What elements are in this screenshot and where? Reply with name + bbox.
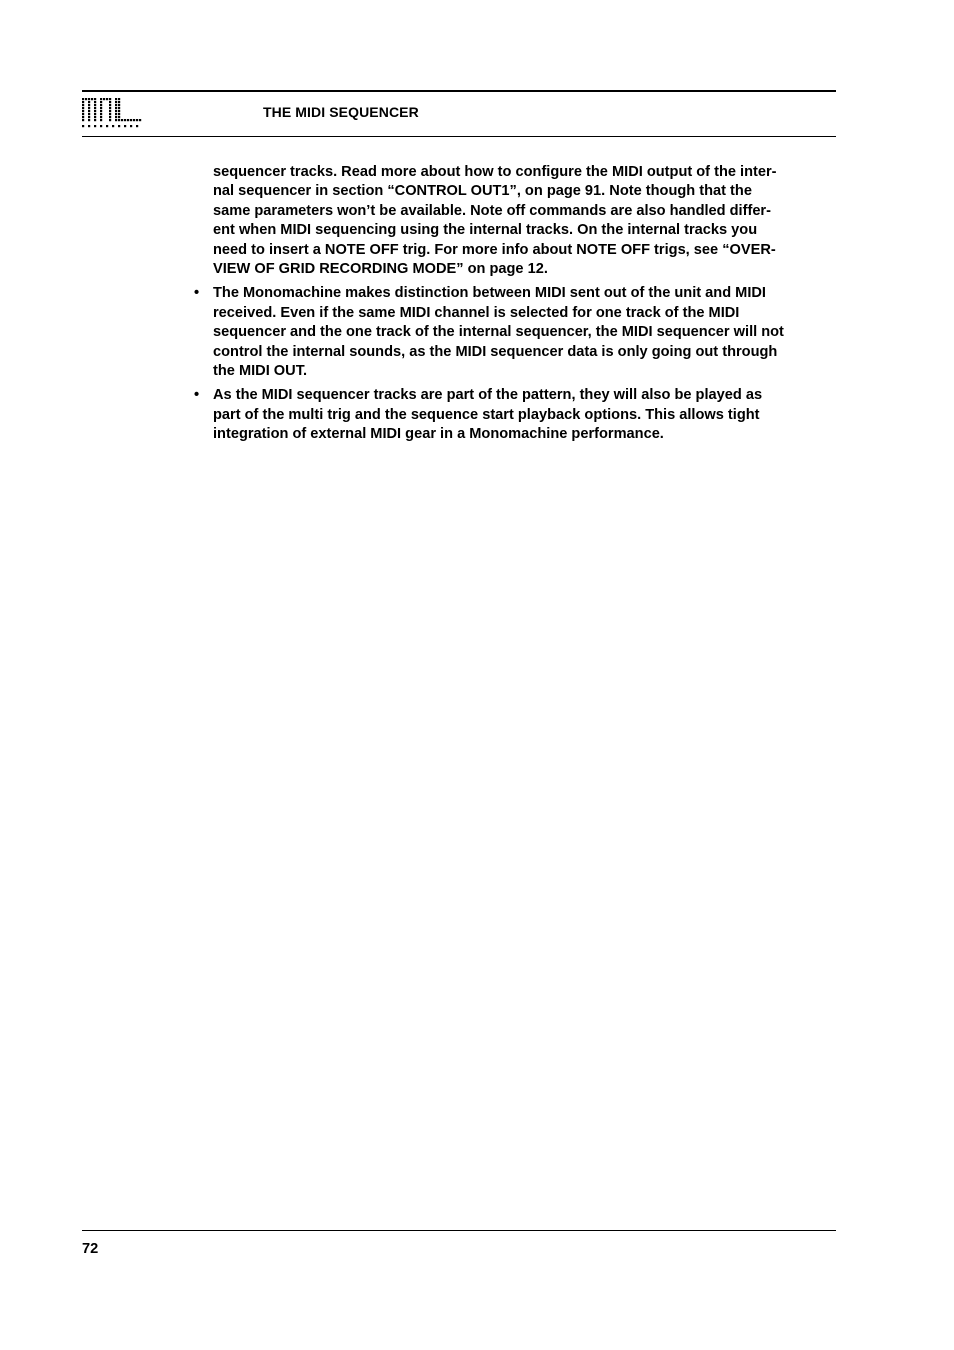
running-title: THE MIDI SEQUENCER [263, 104, 419, 120]
text-line: sequencer tracks. Read more about how to configure the MIDI output of the inter- [213, 164, 777, 180]
text-line: same parameters won’t be available. Note off commands are also handled differ- [213, 202, 771, 219]
list-item [194, 386, 838, 444]
text-line: integration of external MIDI gear in a Monomachine performance. [213, 426, 664, 443]
text-line: part of the multi trig and the sequence start playback options. This allows tight [213, 406, 760, 423]
text-line: As the MIDI sequencer tracks are part of the pattern, they will also be played as [213, 387, 763, 404]
text-line: nal sequencer in section “CONTROL OUT1”, on page 91. Note though that the [213, 183, 752, 200]
text-line: The Monomachine makes distinction between MIDI sent out of the unit and MIDI [213, 285, 766, 302]
text-line: need to insert a NOTE OFF trig. For more info about NOTE OFF trigs, see “OVER- [213, 241, 776, 258]
elektron-logo-icon [82, 97, 142, 129]
text-line: the MIDI OUT. [213, 363, 308, 380]
footer-rule [82, 1230, 836, 1231]
text-line: ent when MIDI sequencing using the internal tracks. On the internal tracks you [213, 222, 758, 239]
text-line: control the internal sounds, as the MIDI sequencer data is only going out through [213, 343, 778, 360]
list-item [194, 284, 838, 381]
page-number: 72 [82, 1241, 99, 1257]
continuation-paragraph [213, 163, 838, 279]
bullet-icon: • [194, 285, 200, 302]
text-line: VIEW OF GRID RECORDING MODE” on page 12. [213, 261, 548, 278]
bullet-icon: • [194, 387, 200, 404]
bullet-list [194, 284, 838, 444]
body-text [194, 163, 838, 450]
text-line: sequencer and the one track of the internal sequencer, the MIDI sequencer will not [213, 324, 784, 341]
header-rule-bottom [82, 136, 836, 137]
header-rule-top [82, 90, 836, 92]
text-line: received. Even if the same MIDI channel is selected for one track of the MIDI [213, 304, 740, 321]
